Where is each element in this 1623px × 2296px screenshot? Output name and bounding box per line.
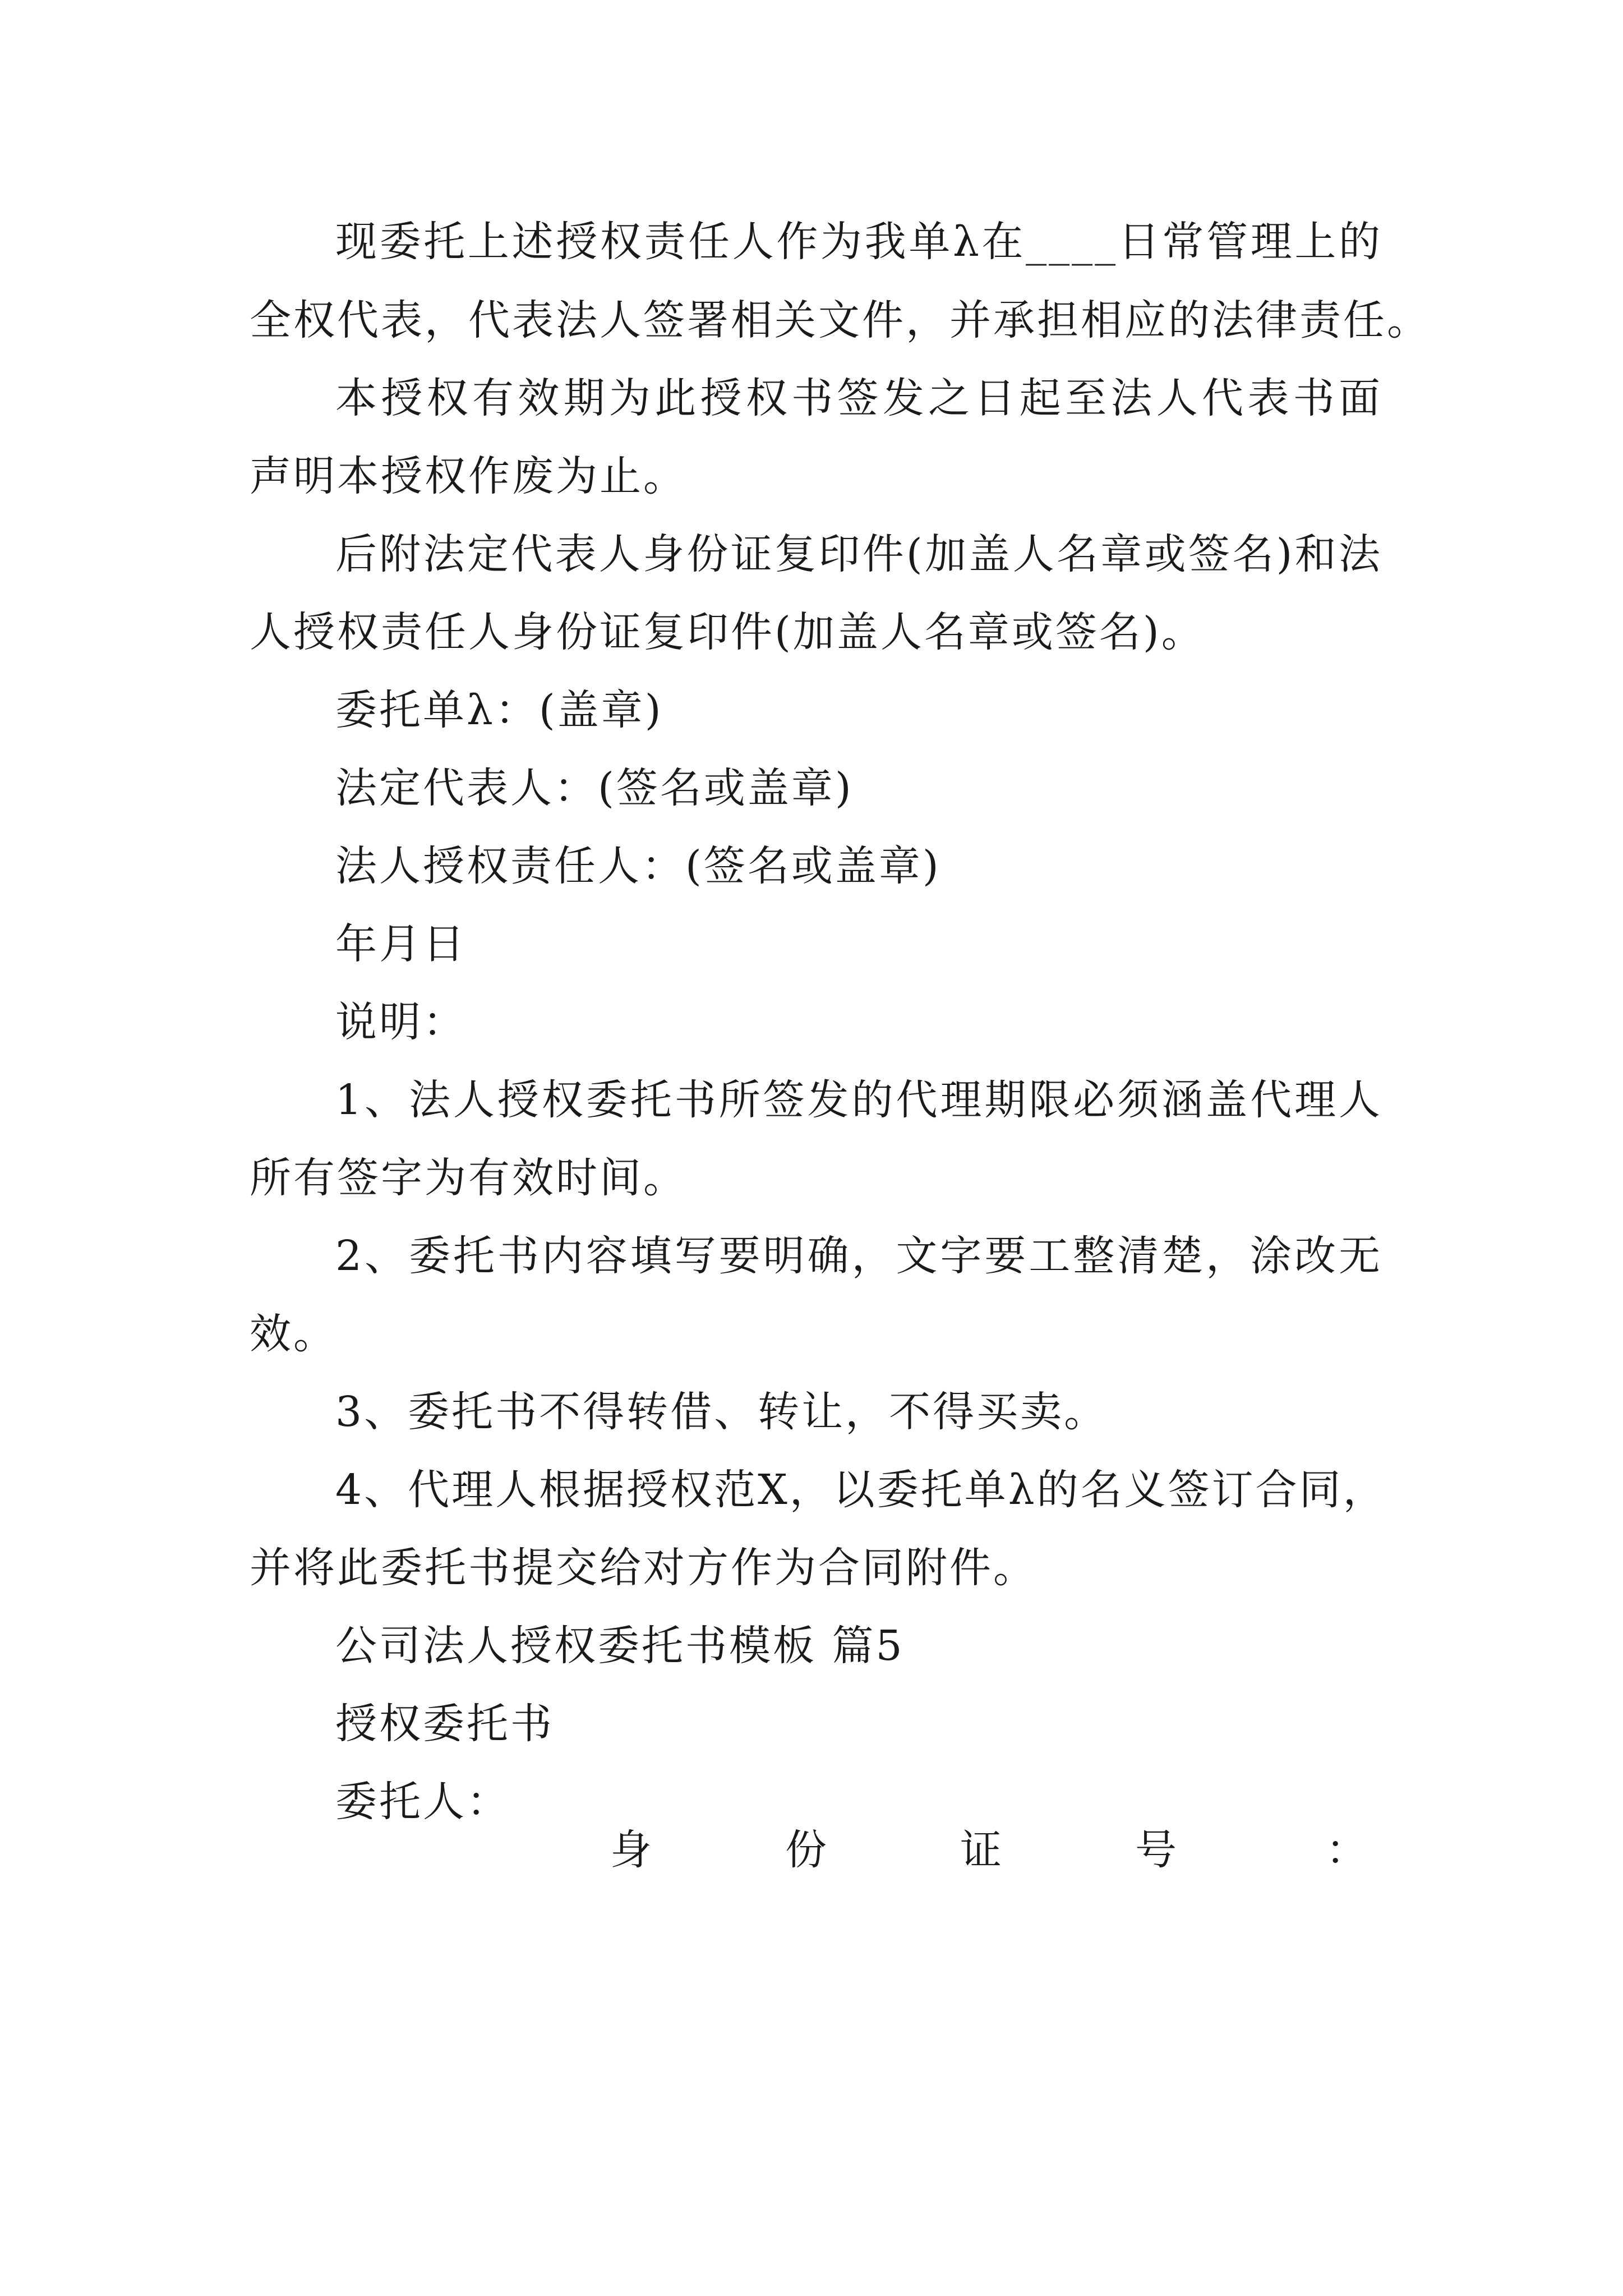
paragraph-line: 委托人： [335, 1778, 510, 1826]
paragraph-line: 3、委托书不得转借、转让，不得买卖。 [335, 1388, 1108, 1436]
paragraph-line: 本授权有效期为此授权书签发之日起至法人代表书面 [335, 374, 1382, 422]
document-title: 授权委托书 [335, 1700, 554, 1748]
paragraph-line: 4、代理人根据授权范X，以委托单λ的名义签订合同， [335, 1466, 1387, 1514]
paragraph-line: 现委托上述授权责任人作为我单λ在____日常管理上的 [335, 218, 1382, 266]
id-label-char: 身 [610, 1826, 652, 1874]
id-label-colon: ： [1326, 1826, 1367, 1874]
paragraph-line: 法人授权责任人：(签名或盖章) [335, 842, 941, 890]
paragraph-line: 全权代表，代表法人签署相关文件，并承担相应的法律责任。 [250, 296, 1431, 344]
paragraph-line: 效。 [250, 1310, 337, 1358]
paragraph-line: 说明： [335, 998, 467, 1046]
id-label-char: 号 [1135, 1826, 1177, 1874]
section-heading: 公司法人授权委托书模板 篇5 [335, 1622, 905, 1670]
paragraph-line: 声明本授权作废为止。 [250, 452, 687, 500]
paragraph-line: 1、法人授权委托书所签发的代理期限必须涵盖代理人 [335, 1076, 1382, 1124]
id-label-char: 证 [960, 1826, 1002, 1874]
paragraph-line: 所有签字为有效时间。 [250, 1154, 687, 1202]
id-label-char: 份 [785, 1826, 827, 1874]
paragraph-line: 人授权责任人身份证复印件(加盖人名章或签名)。 [250, 608, 1205, 656]
paragraph-line: 并将此委托书提交给对方作为合同附件。 [250, 1544, 1037, 1592]
paragraph-line: 委托单λ：(盖章) [335, 686, 663, 734]
paragraph-line: 2、委托书内容填写要明确，文字要工整清楚，涂改无 [335, 1232, 1382, 1280]
paragraph-line: 后附法定代表人身份证复印件(加盖人名章或签名)和法 [335, 530, 1382, 578]
paragraph-line: 年月日 [335, 920, 467, 968]
paragraph-line: 法定代表人：(签名或盖章) [335, 764, 854, 812]
